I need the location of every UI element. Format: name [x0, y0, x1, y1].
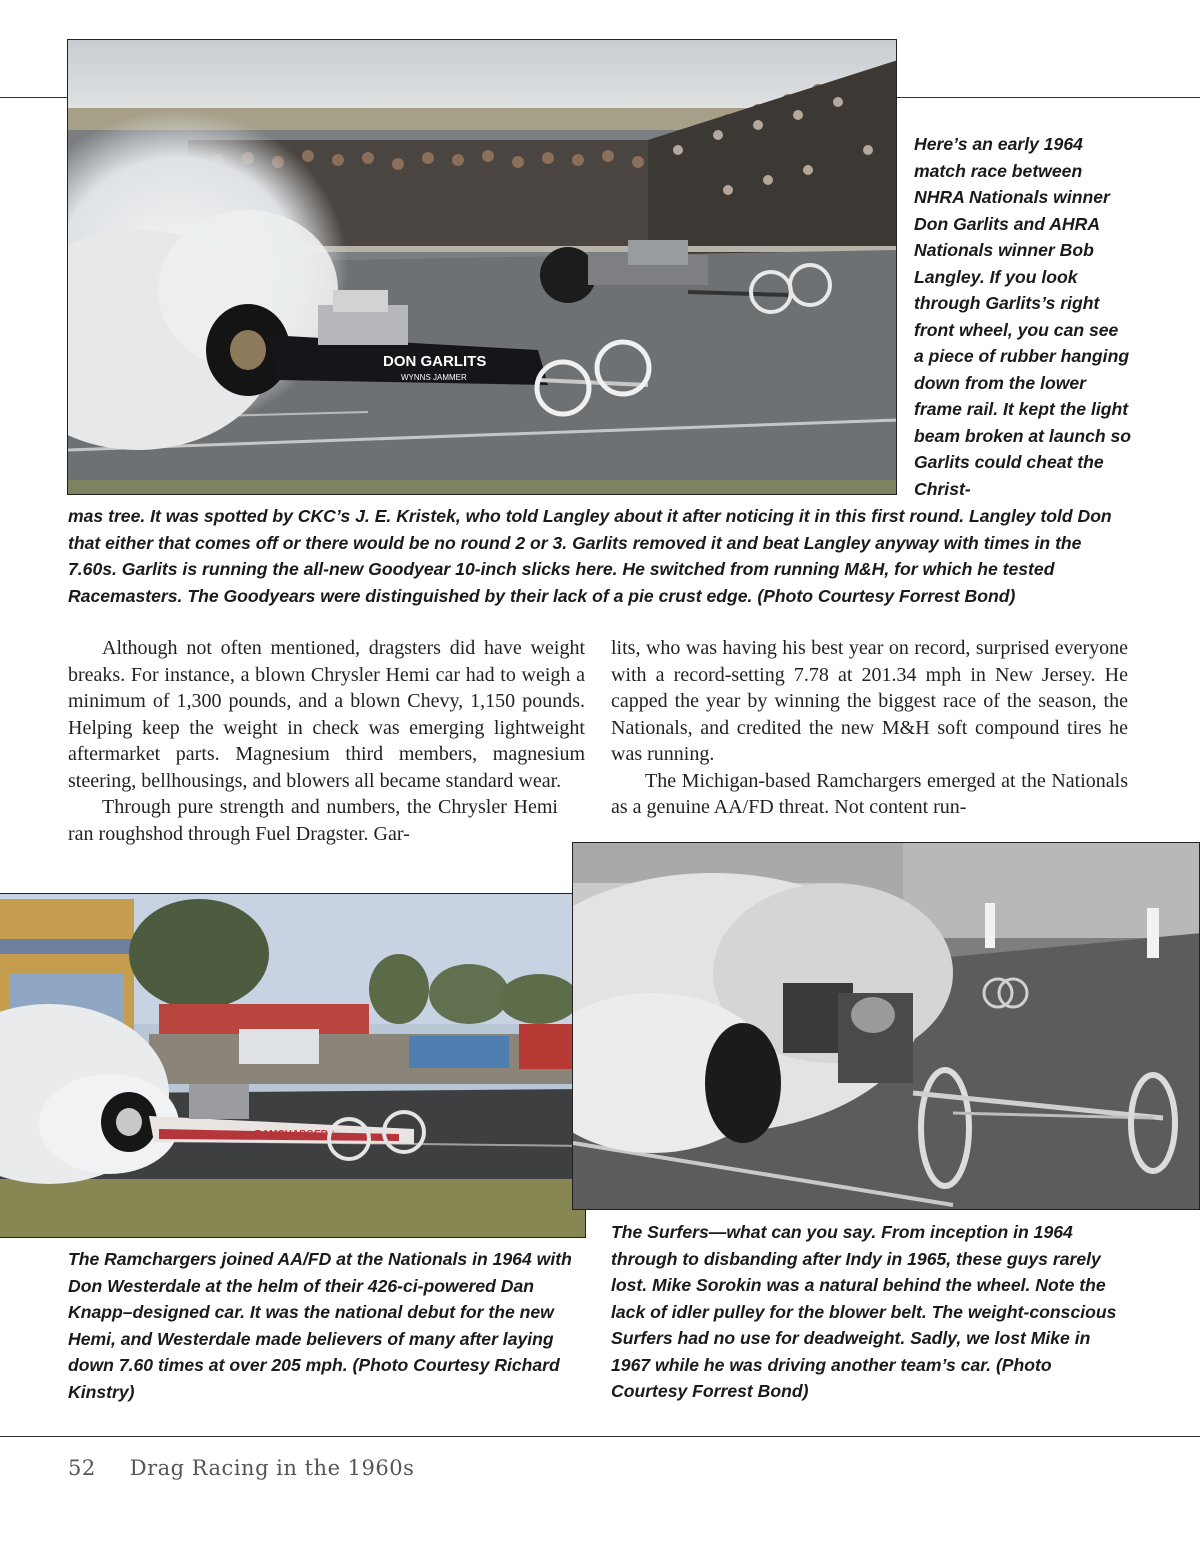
car-sponsor-garlits: WYNNS JAMMER: [401, 373, 467, 382]
body-paragraph-chrysler-hemi: Through pure strength and numbers, the Chrysler Hemi ran roughshod through Fuel Dragster. Gar-: [68, 796, 558, 845]
page-footer: [68, 1456, 448, 1480]
photo-garlits-langley: [67, 39, 897, 495]
body-column-left: [68, 635, 585, 847]
car-lettering-ramchargers: RAMCHARGERS: [254, 1129, 334, 1140]
body-column-right: [611, 635, 1128, 821]
body-paragraph-ramchargers: The Michigan-based Ramchargers emerged at the Nationals as a genuine AA/FD threat. Not content run-: [611, 769, 1128, 818]
bottom-rule: [0, 1436, 1200, 1437]
photo3-caption: The Surfers—what can you say. From inception in 1964 through to disbanding after Indy in 1965, these guys rarely lost. Mike Sorokin was a natural behind the wheel. Note the lack of idler pulley for the blower belt. The weight-conscious Surfers had no use for deadweight. Sadly, we lost Mike in 1967 while he was driving another team’s car. (Photo Courtesy Forrest Bond): [611, 1222, 1117, 1401]
photo-surfers: [572, 842, 1200, 1210]
body-paragraph-weight-breaks: Although not often mentioned, dragsters did have weight breaks. For instance, a blown Chrysler Hemi car had to weigh a minimum of 1,300 pounds, and a blown Chevy, 1,150 pounds. Helping keep the weight in check was emerging lightweight aftermarket parts. Magnesium third members, magnesium steering, bellhousings, and blowers all became standard wear.: [68, 637, 585, 792]
photo-ramchargers-image: [0, 894, 586, 1238]
page-number: 52: [68, 1456, 96, 1480]
body-paragraph-garlits-record: lits, who was having his best year on record, surprised everyone with a record-setting 7.78 at 201.34 mph in New Jersey. He capped the year by winning the biggest race of the season, the Nationals, and credited the new M&H soft compound tires he was running.: [611, 637, 1128, 765]
car-lettering-garlits: DON GARLITS: [383, 353, 487, 370]
photo1-caption-wrap: Here’s an early 1964 match race between NHRA Nationals winner Don Garlits and AHRA Nationals winner Bob Langley. If you look through Garlits’s right front wheel, you can see a piece of rubber hanging down from the lower frame rail. It kept the light beam broken at launch so Garlits could cheat the Christ-: [914, 134, 1132, 499]
photo-garlits-langley-image: [68, 40, 897, 495]
photo1-caption-full: mas tree. It was spotted by CKC’s J. E. Kristek, who told Langley about it after noticing it in this first round. Langley told Don that either that comes off or there would be no round 2 or 3. Garlits removed it and beat Langley anyway with times in the 7.60s. Garlits is running the all-new Goodyear 10-inch slicks here. He switched from running M&H, for which he tested Racemasters. The Goodyears were distinguished by their lack of a pie crust edge. (Photo Courtesy Forrest Bond): [68, 506, 1112, 606]
book-title: Drag Racing in the 1960s: [129, 1456, 415, 1480]
photo-surfers-image: [573, 843, 1200, 1210]
photo2-caption: The Ramchargers joined AA/FD at the Nationals in 1964 with Don Westerdale at the helm of their 426-ci-powered Dan Knapp–designed car. It was the national debut for the new Hemi, and Westerdale made believers of many after laying down 7.60 times at over 205 mph. (Photo Courtesy Richard Kinstry): [68, 1249, 572, 1402]
photo-ramchargers: [0, 893, 586, 1238]
